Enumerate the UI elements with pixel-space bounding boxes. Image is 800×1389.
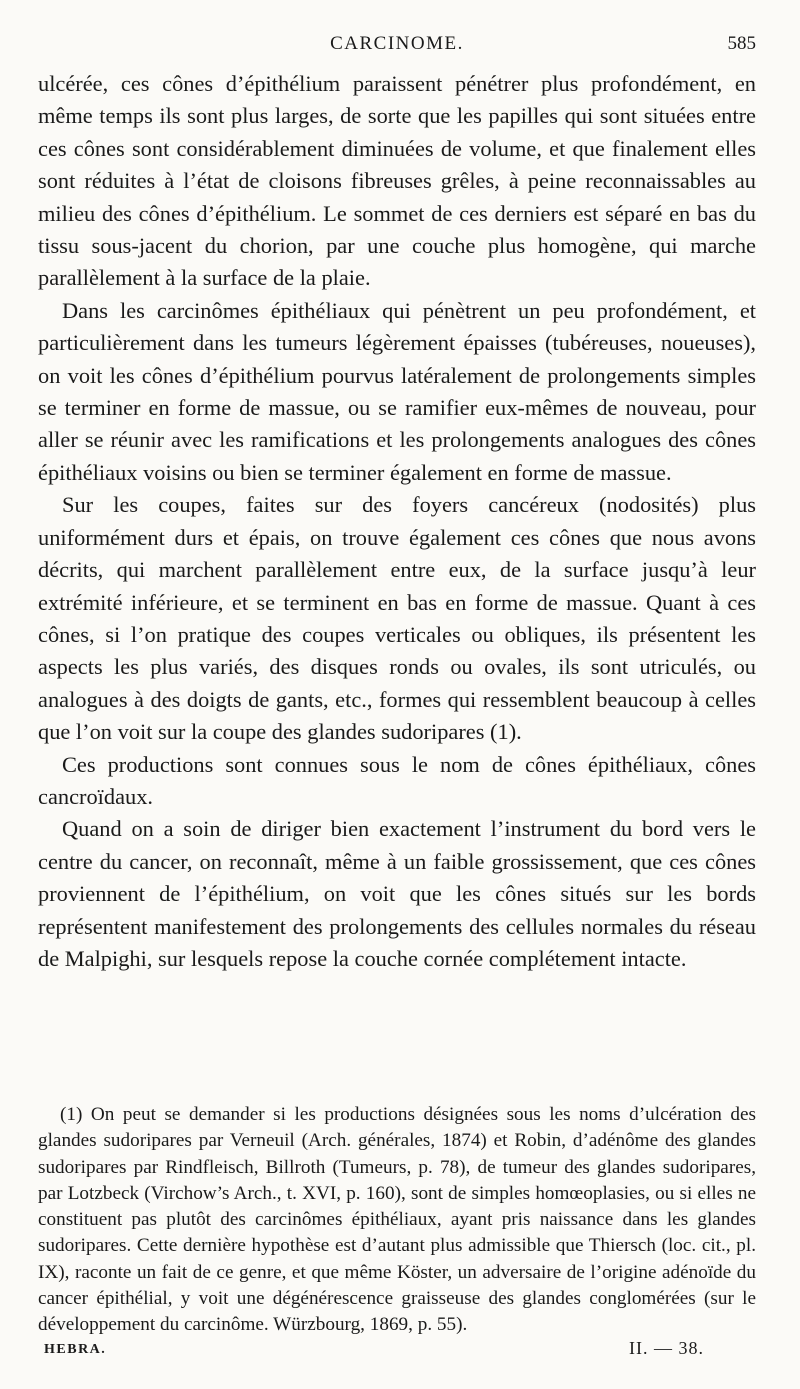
running-head xyxy=(38,30,756,58)
paragraph: Dans les carcinômes épithéliaux qui pénètrent un peu profondément, et particulièrement dans les tumeurs légèrement épaisses (tubéreuses, noueuses), on voit les cônes d’épithélium pourvus latéralement de prolongements simples se terminer en forme de massue, ou se ramifier eux-mêmes de nouveau, pour aller se réunir avec les ramifications et les prolongements analogues des cônes épithéliaux voisins ou bien se terminer également en forme de massue. xyxy=(38,297,756,485)
paragraph: Sur les coupes, faites sur des foyers cancéreux (nodosités) plus uniformément durs et épais, on trouve également ces cônes que nous avons décrits, qui marchent parallèlement entre eux, de la surface jusqu’à leur extrémité inférieure, et se terminent en bas en forme de massue. Quant à ces cônes, si l’on pratique des coupes verticales ou obliques, ils présentent les aspects les plus variés, des disques ronds ou ovales, ils sont utriculés, ou analogues à des doigts de gants, etc., formes qui ressemblent beaucoup à celles que l’on voit sur la coupe des glandes sudoripares (1). xyxy=(38,492,756,745)
paragraph: Ces productions sont connues sous le nom de cônes épithéliaux, cônes cancroïdaux. xyxy=(38,751,756,809)
running-title: CARCINOME. xyxy=(330,33,464,54)
footnote: (1) On peut se demander si les productions désignées sous les noms d’ulcération des glandes sudoripares par Verneuil (Arch. générales, 1874) et Robin, d’adénôme des glandes sudoripares par Rindfleisch, Billroth (Tumeurs, p. 78), de tumeur des glandes sudoripares, par Lotzbeck (Virchow’s Arch., t. XVI, p. 160), sont de simples homœoplasies, ou si elles ne constituent pas plutôt des carcinômes épithéliaux, ayant pris naissance dans les glandes sudoripares. Cette dernière hypothèse est d’autant plus admissible que Thiersch (loc. cit., pl. IX), raconte un fait de ce genre, et que même Köster, un adversaire de l’origine adénoïde du cancer épithélial, y voit une dégénérescence graisseuse des glandes conglomérées (sur le développement du carcinôme. Würzbourg, 1869, p. 55). xyxy=(38,1104,756,1336)
body-text xyxy=(38,68,756,975)
page-number: 585 xyxy=(727,33,756,54)
paragraph-continued: ulcérée, ces cônes d’épithélium paraissent pénétrer plus profondément, en même temps ils sont plus larges, de sorte que les papilles qui sont situées entre ces cônes sont considérablement diminuées de volume, et que finalement elles sont réduites à l’état de cloisons fibreuses grêles, à peine reconnaissables au milieu des cônes d’épithélium. Le sommet de ces derniers est séparé en bas du tissu sous-jacent du chorion, par une couche plus homogène, qui marche parallèlement à la surface de la plaie. xyxy=(38,71,756,291)
sheet-number: II. — 38. xyxy=(629,1338,704,1358)
signature-mark: HEBRA. xyxy=(44,1342,107,1357)
paragraph: Quand on a soin de diriger bien exactement l’instrument du bord vers le centre du cancer, on reconnaît, même à un faible grossissement, que ces cônes proviennent de l’épithélium, on voit que les cônes situés sur les bords représentent manifestement des prolongements des cellules normales du réseau de Malpighi, sur lesquels repose la couche cornée complétement intacte. xyxy=(38,816,756,971)
